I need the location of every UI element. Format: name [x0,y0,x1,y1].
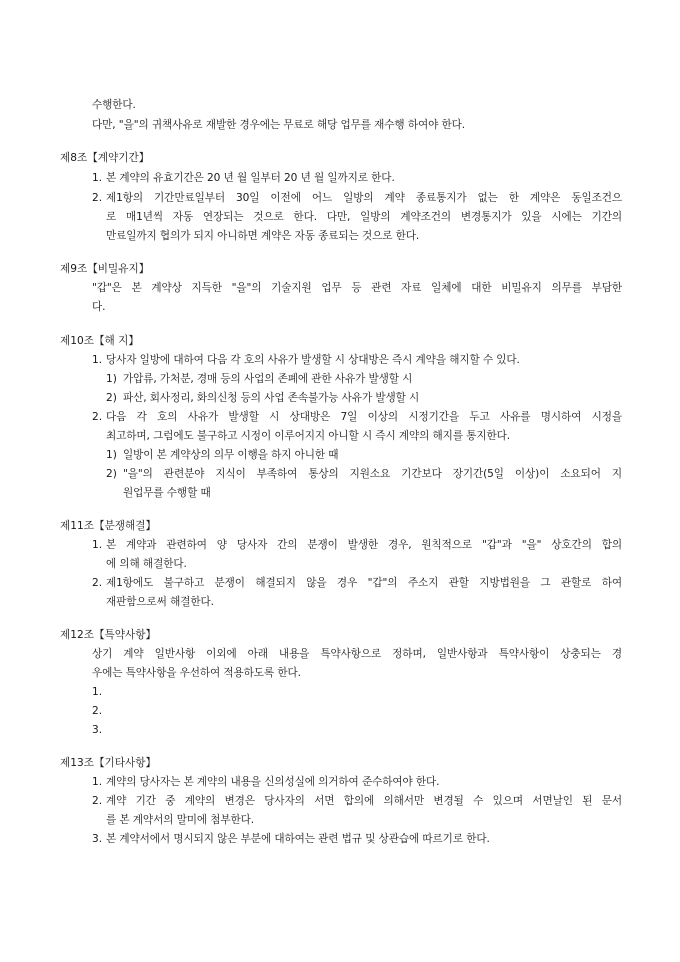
article-10-item-2-sub-1-text: 일방이 본 계약상의 의무 이행을 하지 아니한 때 [123,449,339,461]
article-9-heading: 제9조【비밀유지】 [60,263,150,275]
article-13-item-2-line-2: 를 본 계약서의 말미에 첨부한다. [106,814,255,826]
article-10-item-1-sub-1-text: 가압류, 가처분, 경매 등의 사업의 존폐에 관한 사유가 발생할 시 [123,373,413,385]
article-11-item-1-number: 1. [92,539,103,551]
article-10-item-2-line-1: 다음 각 호의 사유가 발생할 시 상대방은 7일 이상의 시정기간을 두고 사유를 명시하여 시정을 [106,411,622,423]
article-10-item-2-sub-2-line-2: 원업무를 수행할 때 [123,487,211,499]
article-10-item-1-sub-2-text: 파산, 회사정리, 화의신청 등의 사업 존속불가능 사유가 발생할 시 [123,392,420,404]
article-9-line-2: 다. [92,301,106,313]
article-13-item-2-number: 2. [92,795,103,807]
article-11-item-2-line-2: 재판함으로써 해결한다. [106,596,214,608]
article-11-heading: 제11조【분쟁해결】 [60,520,157,532]
article-13-item-3-number: 3. [92,833,103,845]
article-8-item-2-line-2: 로 매1년씩 자동 연장되는 것으로 한다. 다만, 일방의 계약조건의 변경통지가 있을 시에는 기간의 [106,211,622,223]
article-11-item-2-number: 2. [92,577,103,589]
article-13-heading: 제13조【기타사항】 [60,757,157,769]
article-12-blank-item-2: 2. [92,705,103,717]
article-8-heading: 제8조【계약기간】 [60,152,150,164]
article-12-blank-item-3: 3. [92,724,103,736]
article-11-item-1-line-1: 본 계약과 관련하여 양 당사자 간의 분쟁이 발생한 경우, 원칙적으로 "갑"과 "을" 상호간의 합의 [106,539,623,551]
intro-line-1: 수행한다. [92,99,136,111]
article-13-item-3-text: 본 계약서에서 명시되지 않은 부분에 대하여는 관련 법규 및 상관습에 따르기로 한다. [106,833,490,845]
article-10-item-2-line-2: 최고하며, 그럼에도 불구하고 시정이 이루어지지 아니할 시 즉시 계약의 해지를 통지한다. [106,430,511,442]
article-12-blank-item-1: 1. [92,686,103,698]
article-13-item-1-number: 1. [92,776,103,788]
article-9-line-1: "갑"은 본 계약상 지득한 "을"의 기술지원 업무 등 관련 자료 일체에 대한 비밀유지 의무를 부담한 [92,282,622,294]
article-11-item-2-line-1: 제1항에도 불구하고 분쟁이 해결되지 않을 경우 "갑"의 주소지 관할 지방법원을 그 관할로 하여 [106,577,622,589]
article-10-item-1-number: 1. [92,354,103,366]
intro-line-2: 다만, "을"의 귀책사유로 재발한 경우에는 무료로 해당 업무를 재수행 하여야 한다. [92,119,466,131]
article-13-item-1-text: 계약의 당사자는 본 계약의 내용을 신의성실에 의거하여 준수하여야 한다. [106,776,440,788]
article-10-item-1-sub-1-number: 1) [106,373,117,385]
article-11-item-1-line-2: 에 의해 해결한다. [106,558,187,570]
article-8-item-1-number: 1. [92,172,103,184]
article-8-item-1-text: 본 계약의 유효기간은 20 년 월 일부터 20 년 월 일까지로 한다. [106,172,395,184]
article-10-item-2-sub-2-line-1: "을"의 관련분야 지식이 부족하여 통상의 지원소요 기간보다 장기간(5일 이상)이 소요되어 지 [123,468,622,480]
article-8-item-2-line-1: 제1항의 기간만료일부터 30일 이전에 어느 일방의 계약 종료통지가 없는 한 계약은 동일조건으 [106,192,622,204]
article-8-item-2-line-3: 만료일까지 협의가 되지 아니하면 계약은 자동 종료되는 것으로 한다. [106,230,420,242]
article-13-item-2-line-1: 계약 기간 중 계약의 변경은 당사자의 서면 합의에 의해서만 변경될 수 있으며 서면날인 된 문서 [106,795,622,807]
article-12-heading: 제12조【특약사항】 [60,629,157,641]
article-12-line-1: 상기 계약 일반사항 이외에 아래 내용을 특약사항으로 정하며, 일반사항과 특약사항이 상충되는 경 [92,648,622,660]
article-8-item-2-number: 2. [92,192,103,204]
article-10-item-2-sub-2-number: 2) [106,468,117,480]
article-12-line-2: 우에는 특약사항을 우선하여 적용하도록 한다. [92,667,301,679]
article-10-item-2-number: 2. [92,411,103,423]
article-10-item-1-text: 당사자 일방에 대하여 다음 각 호의 사유가 발생할 시 상대방은 즉시 계약을 해지할 수 있다. [106,354,520,366]
article-10-heading: 제10조【해 지】 [60,335,139,347]
article-10-item-1-sub-2-number: 2) [106,392,117,404]
article-10-item-2-sub-1-number: 1) [106,449,117,461]
